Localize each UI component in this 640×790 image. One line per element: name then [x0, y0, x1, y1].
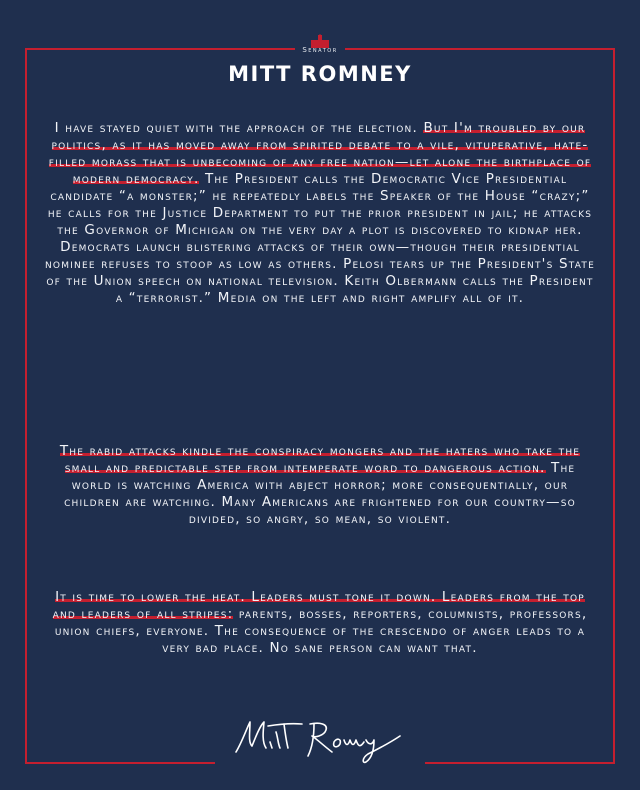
frame-bottom-left-line: [25, 762, 215, 764]
statement-paragraph-2: [44, 443, 596, 528]
paragraph-text: parents, bosses, reporters, columnists, professors, union chiefs, everyone. The consequence of the crescendo of anger leads to a very bad place. No sane person can want that.: [54, 606, 588, 656]
highlighted-text: But I'm troubled by our politics, as it has moved away from spirited debate to a vile, vituperative, hate-filled morass that is unbecoming of any free nation—let alone the birthplace of modern democracy.: [48, 120, 592, 187]
statement-paragraph-1: [44, 120, 596, 307]
page-title: MITT ROMNEY: [228, 62, 412, 86]
frame-bottom-right-line: [425, 762, 615, 764]
highlighted-text: The rabid attacks kindle the conspiracy mongers and the haters who take the small and predictable step from intemperate word to dangerous action.: [59, 443, 581, 476]
paragraph-text: The world is watching America with abject horror; more consequentially, our children are watching. Many Americans are frightened for our country—so divided, so angry, so mean, so violent.: [64, 460, 576, 527]
signature: [228, 712, 413, 772]
frame-right-line: [613, 48, 615, 764]
statement-paragraph-3: [44, 589, 596, 657]
paragraph-text: The President calls the Democratic Vice Presidential candidate “a monster;” he repeatedly labels the Speaker of the House “crazy;” he calls for the Justice Department to put the prior president in jail; he attacks the Governor of Michigan on the very day a plot is discovered to kidnap her. Democrats launch blistering attacks of their own—though their presidential nominee refuses to stoop as low as others. Pelosi tears up the President's State of the Union speech on national television. Keith Olbermann calls the President a “terrorist.” Media on the left and right amplify all of it.: [44, 171, 595, 306]
frame-left-line: [25, 48, 27, 764]
highlighted-text: It is time to lower the heat. Leaders must tone it down. Leaders from the top and leaders of all stripes:: [52, 589, 585, 622]
paragraph-text: I have stayed quiet with the approach of the election.: [54, 120, 424, 136]
senator-label: Senator: [302, 46, 338, 54]
